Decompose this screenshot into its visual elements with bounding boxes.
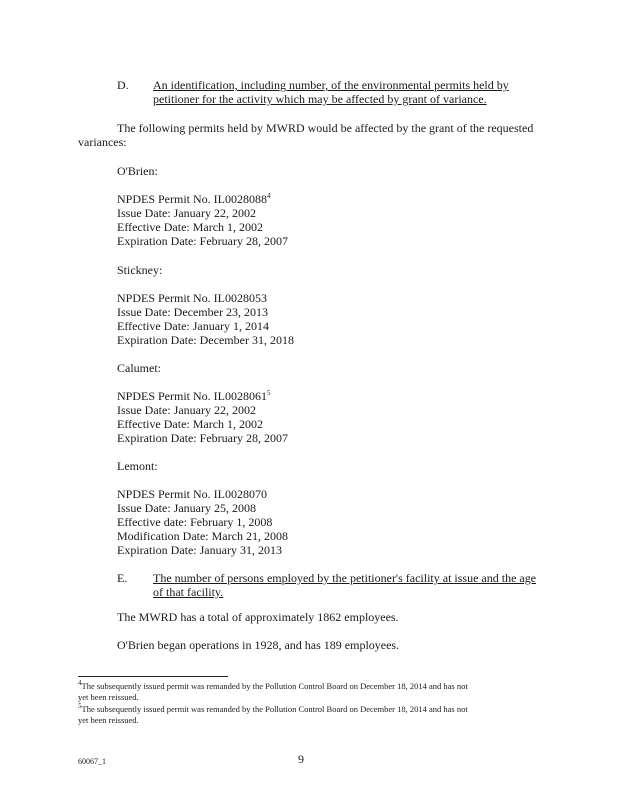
employees-paragraph: The MWRD has a total of approximately 1862 employees. [117,610,399,624]
effective-date-lemont: Effective date: February 1, 2008 [117,515,273,529]
expiration-date-calumet: Expiration Date: February 28, 2007 [117,431,288,445]
issue-date-obrien: Issue Date: January 22, 2002 [117,206,256,220]
footnote-4-line2: yet been reissued. [78,692,139,702]
section-d-heading-line1: An identification, including number, of the environmental permits held by [153,78,509,92]
footnote-4-number: 4 [78,679,82,688]
facility-calumet: Calumet: [117,361,161,375]
footnote-5-number: 5 [78,702,82,711]
expiration-date-stickney: Expiration Date: December 31, 2018 [117,333,294,347]
footnote-4-line1: $^4$The subsequently issued permit was remanded by the Pollution Control Board on December 18, 2014 and has not [78,679,468,691]
permit-number-calumet: NPDES Permit No. IL0028061$^5$ [117,389,271,403]
permit-number-stickney: NPDES Permit No. IL0028053 [117,291,267,305]
intro-line2: variances: [78,135,127,149]
footnote-ref-4: 4 [267,192,271,200]
effective-date-calumet: Effective Date: March 1, 2002 [117,417,264,431]
footnote-ref-5: 5 [267,389,271,397]
permit-number-lemont: NPDES Permit No. IL0028070 [117,487,267,501]
obrien-paragraph: O'Brien began operations in 1928, and has 189 employees. [117,638,400,652]
intro-line1: The following permits held by MWRD would be affected by the grant of the requested [117,121,534,135]
page-number: 9 [298,752,304,766]
section-e-letter: E. [117,571,128,585]
modification-date-lemont: Modification Date: March 21, 2008 [117,529,288,543]
issue-date-stickney: Issue Date: December 23, 2013 [117,305,268,319]
facility-lemont: Lemont: [117,459,158,473]
footnote-separator [78,676,228,677]
facility-obrien: O'Brien: [117,164,158,178]
issue-date-lemont: Issue Date: January 25, 2008 [117,501,256,515]
facility-stickney: Stickney: [117,263,163,277]
footnote-5-line1: $^5$The subsequently issued permit was remanded by the Pollution Control Board on December 18, 2014 and has not [78,702,468,714]
issue-date-calumet: Issue Date: January 22, 2002 [117,403,256,417]
section-e-heading-line2: of that facility. [153,585,224,599]
permit-number-obrien: NPDES Permit No. IL0028088$^4$ [117,192,271,206]
section-e-heading-line1: The number of persons employed by the petitioner's facility at issue and the age [153,571,537,585]
effective-date-stickney: Effective Date: January 1, 2014 [117,319,270,333]
expiration-date-lemont: Expiration Date: January 31, 2013 [117,543,282,557]
expiration-date-obrien: Expiration Date: February 28, 2007 [117,234,288,248]
document-id: 60067_1 [78,757,106,766]
section-d-letter: D. [117,78,129,92]
section-d-heading-line2: petitioner for the activity which may be affected by grant of variance. [153,92,487,106]
effective-date-obrien: Effective Date: March 1, 2002 [117,220,264,234]
footnote-5-line2: yet been reissued. [78,715,139,725]
